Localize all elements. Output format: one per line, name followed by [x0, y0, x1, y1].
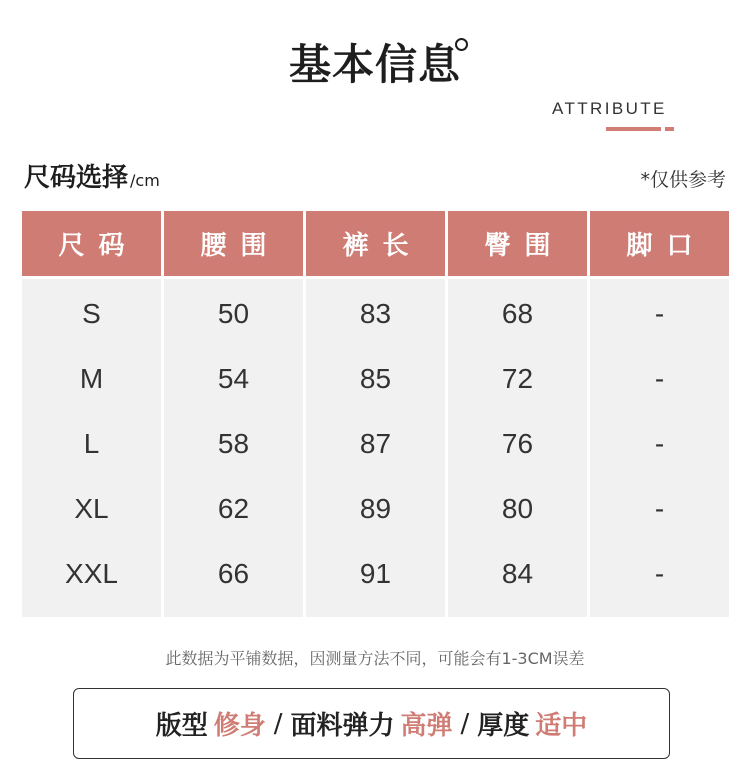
separator: / [273, 708, 283, 739]
cell-hem: - [654, 297, 665, 329]
header-hem: 脚口 [590, 211, 729, 276]
cell-length: 83 [359, 297, 392, 329]
stretch-value: 高弹 [400, 711, 453, 741]
fit-value: 修身 [213, 711, 266, 741]
cell-size: L [83, 427, 100, 459]
cell-waist: 62 [217, 492, 250, 524]
column-length [306, 211, 445, 617]
subtitle-underline [606, 127, 661, 131]
cell-hip: 80 [501, 492, 534, 524]
column-body [22, 279, 161, 617]
cell-hem: - [654, 492, 665, 524]
cell-hip: 84 [501, 557, 534, 589]
cell-size: XL [74, 492, 109, 524]
fit-label: 版型 [155, 711, 208, 741]
attributes-box [73, 688, 670, 759]
header-hip: 臀围 [448, 211, 587, 276]
cell-waist: 66 [217, 557, 250, 589]
cell-waist: 54 [217, 362, 250, 394]
page-subtitle: ATTRIBUTE [552, 99, 667, 118]
size-table [22, 211, 729, 617]
size-heading-text: 尺码选择 [24, 163, 129, 193]
column-body [164, 279, 303, 617]
cell-length: 89 [359, 492, 392, 524]
cell-hem: - [654, 427, 665, 459]
cell-hip: 68 [501, 297, 534, 329]
subtitle-underline-tail [665, 127, 674, 131]
cell-length: 87 [359, 427, 392, 459]
measurement-footnote: 此数据为平铺数据，因测量方法不同，可能会有1-3CM误差 [165, 649, 585, 668]
cell-waist: 50 [217, 297, 250, 329]
thickness-label: 厚度 [477, 711, 530, 741]
cell-hip: 76 [501, 427, 534, 459]
cell-waist: 58 [217, 427, 250, 459]
column-body [306, 279, 445, 617]
header-length: 裤长 [306, 211, 445, 276]
cell-hip: 72 [501, 362, 534, 394]
column-body [590, 279, 729, 617]
header-waist: 腰围 [164, 211, 303, 276]
cell-hem: - [654, 362, 665, 394]
column-hip [448, 211, 587, 617]
reference-note: *仅供参考 [640, 169, 726, 191]
size-unit: /cm [130, 171, 160, 190]
column-hem [590, 211, 729, 617]
column-size [22, 211, 161, 617]
column-body [448, 279, 587, 617]
stretch-label: 面料弹力 [290, 711, 395, 741]
title-degree-mark [455, 38, 468, 51]
cell-size: XXL [65, 557, 118, 589]
cell-size: S [82, 297, 101, 329]
separator: / [460, 708, 470, 739]
cell-hem: - [654, 557, 665, 589]
size-section-heading [24, 157, 160, 194]
header-size: 尺码 [22, 211, 161, 276]
cell-length: 85 [359, 362, 392, 394]
cell-size: M [79, 362, 104, 394]
column-waist [164, 211, 303, 617]
thickness-value: 适中 [535, 711, 588, 741]
cell-length: 91 [359, 557, 392, 589]
page-title: 基本信息 [288, 40, 461, 89]
